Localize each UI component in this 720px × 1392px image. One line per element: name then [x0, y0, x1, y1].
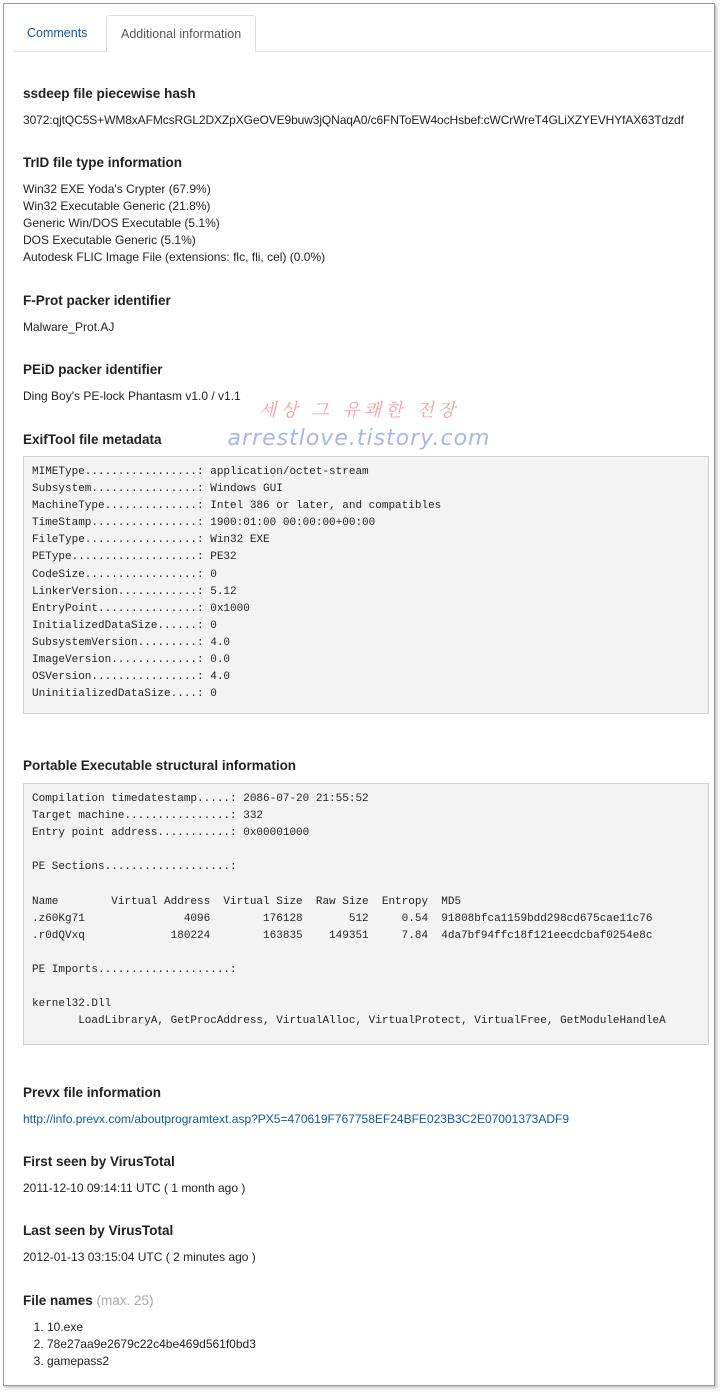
page-frame [3, 3, 715, 1386]
trid-title: TrID file type information [23, 155, 183, 170]
fprot-title: F-Prot packer identifier [23, 293, 171, 308]
peid-title: PEiD packer identifier [23, 362, 163, 377]
exiftool-title: ExifTool file metadata [23, 432, 162, 447]
file-names-title: File names [23, 1293, 93, 1308]
file-names-list [23, 1319, 256, 1370]
trid-list [23, 181, 325, 266]
prevx-title: Prevx file information [23, 1085, 162, 1100]
fprot-value: Malware_Prot.AJ [23, 320, 115, 334]
ssdeep-title: ssdeep file piecewise hash [23, 86, 196, 101]
watermark-korean: 세상 그 유쾌한 전장 [258, 400, 460, 421]
trid-item: Win32 EXE Yoda's Crypter (67.9%) [23, 182, 211, 196]
pe-structure-block: Compilation timedatestamp.....: 2086-07-20 21:55:52 Target machine................: 332 Entry point address...........: 0x00001000 PE Sections...................: Name Virtual Address Virtual Size Raw Size Entropy MD5 .z60Kg71 4096 176128 512 0.54 91808bfca1159bdd298cd675cae11c76 .r0dQVxq 180224 163835 149351 7.84 4da7bf94ffc18f121eecdcbaf0254e8c PE Imports....................: kernel32.Dll LoadLibraryA, GetProcAddress, VirtualAlloc, VirtualProtect, VirtualFree, GetModuleHandleA [23, 783, 709, 1045]
watermark-url: arrestlove.tistory.com [227, 426, 491, 451]
trid-item: DOS Executable Generic (5.1%) [23, 233, 196, 247]
pe-title: Portable Executable structural information [23, 758, 297, 773]
trid-item: Generic Win/DOS Executable (5.1%) [23, 216, 220, 230]
file-names-header [23, 1293, 154, 1308]
first-seen-title: First seen by VirusTotal [23, 1154, 175, 1169]
file-name-item: 2. 78e27aa9e2679c22c4be469d561f0bd3 [47, 1336, 256, 1353]
last-seen-title: Last seen by VirusTotal [23, 1223, 174, 1238]
trid-item: Win32 Executable Generic (21.8%) [23, 199, 211, 213]
prevx-link[interactable]: http://info.prevx.com/aboutprogramtext.asp?PX5=470619F767758EF24BFE023B3C2E07001373ADF9 [23, 1112, 570, 1126]
tab-additional-information[interactable]: Additional information [106, 15, 256, 52]
tab-comments[interactable]: Comments [27, 26, 88, 40]
last-seen-value: 2012-01-13 03:15:04 UTC ( 2 minutes ago ) [23, 1250, 256, 1264]
file-names-note: (max. 25) [96, 1293, 154, 1308]
peid-value: Ding Boy's PE-lock Phantasm v1.0 / v1.1 [23, 389, 241, 403]
ssdeep-value: 3072:qjtQC5S+WM8xAFMcsRGL2DXZpXGeOVE9buw3jQNaqA0/c6FNToEW4ocHsbef:cWCrWreT4GLiXZYEVHYfAX63Tdzdf [23, 113, 684, 127]
trid-item: Autodesk FLIC Image File (extensions: flc, fli, cel) (0.0%) [23, 250, 326, 264]
prevx-link-wrap [23, 1112, 569, 1126]
first-seen-value: 2011-12-10 09:14:11 UTC ( 1 month ago ) [23, 1181, 246, 1195]
file-name-item: 1. 10.exe [47, 1319, 256, 1336]
tab-bar [13, 15, 712, 52]
exiftool-metadata-block: MIMEType.................: application/octet-stream Subsystem................: Windows GUI MachineType..............: Intel 386 or later, and compatibles TimeStamp................: 1900:01:00 00:00:00+00:00 FileType.................: Win32 EXE PEType...................: PE32 CodeSize.................: 0 LinkerVersion............: 5.12 EntryPoint...............: 0x1000 InitializedDataSize......: 0 SubsystemVersion.........: 4.0 ImageVersion.............: 0.0 OSVersion................: 4.0 UninitializedDataSize....: 0 [23, 456, 709, 714]
file-name-item: 3. gamepass2 [47, 1353, 256, 1370]
